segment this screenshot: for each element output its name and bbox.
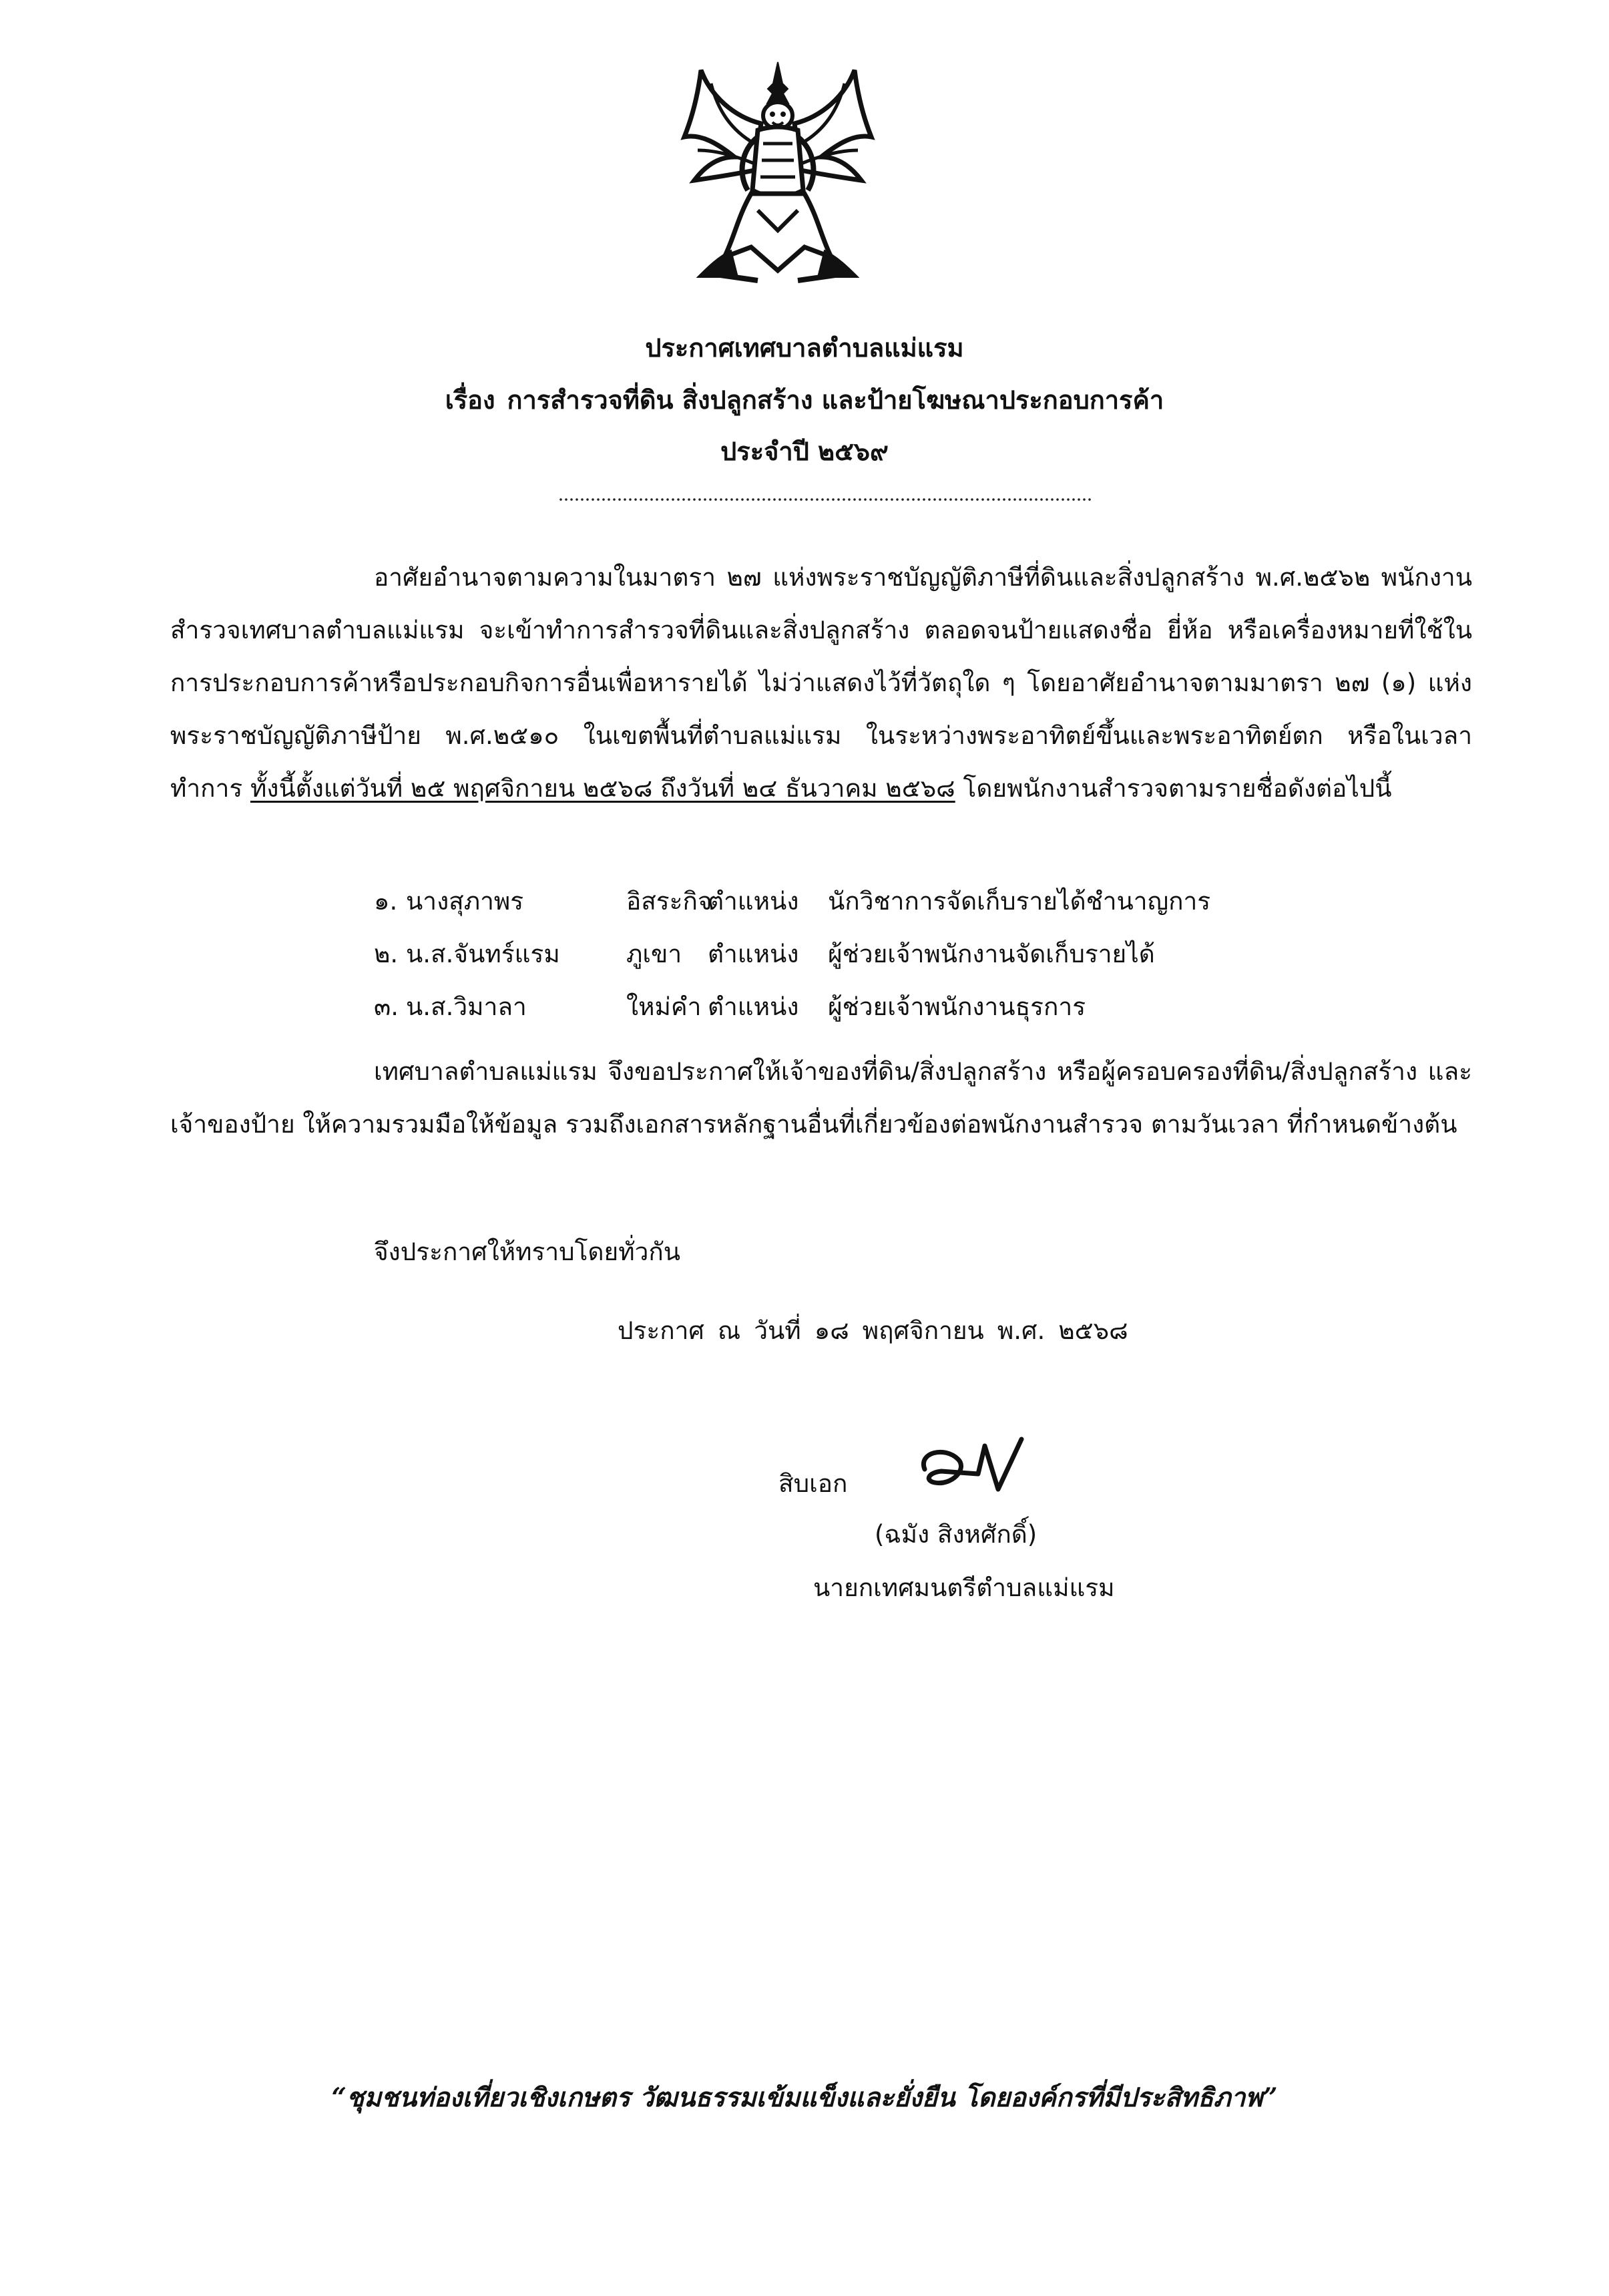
announcement-year: ประจำปี ๒๕๖๙ — [720, 437, 889, 466]
staff-position-label: ตำแหน่ง — [708, 887, 799, 916]
staff-number: ๑. — [374, 887, 398, 916]
dotted-divider — [558, 498, 1092, 502]
date-label: ประกาศ — [618, 1316, 704, 1345]
date-era: พ.ศ. — [997, 1316, 1046, 1345]
date-day-label: วันที่ — [754, 1316, 801, 1345]
staff-number: ๓. — [374, 992, 399, 1021]
date-at: ณ — [717, 1316, 741, 1345]
staff-position: นักวิชาการจัดเก็บรายได้ชำนาญการ — [828, 887, 1211, 916]
closing-statement: จึงประกาศให้ทราบโดยทั่วกัน — [374, 1237, 681, 1266]
survey-period: ทั้งนี้ตั้งแต่วันที่ ๒๕ พฤศจิกายน ๒๕๖๘ ถึงวันที่ ๒๔ ธันวาคม ๒๕๖๘ — [250, 774, 955, 803]
staff-position-label: ตำแหน่ง — [708, 940, 799, 968]
handwritten-signature-icon — [905, 1432, 1038, 1506]
garuda-emblem-icon — [671, 57, 885, 287]
staff-position: ผู้ช่วยเจ้าพนักงานธุรการ — [828, 992, 1086, 1021]
announcement-date — [618, 1311, 1142, 1350]
staff-surname: อิสระกิจ — [626, 887, 712, 916]
staff-position: ผู้ช่วยเจ้าพนักงานจัดเก็บรายได้ — [828, 940, 1155, 968]
staff-surname: ใหม่คำ — [626, 992, 702, 1021]
signer-rank: สิบเอก — [778, 1469, 848, 1498]
staff-name: นางสุภาพร — [406, 887, 524, 916]
announcement-subject — [0, 379, 1609, 420]
staff-surname: ภูเขา — [626, 940, 682, 968]
subject-label: เรื่อง — [445, 385, 495, 415]
staff-name: น.ส.วิมาลา — [406, 992, 527, 1021]
staff-number: ๒. — [374, 940, 399, 968]
paragraph-authority-tail: โดยพนักงานสำรวจตามรายชื่อดังต่อไปนี้ — [955, 774, 1392, 803]
paragraph-request: เทศบาลตำบลแม่แรม จึงขอประกาศให้เจ้าของที่ดิน/สิ่งปลูกสร้าง หรือผู้ครอบครองที่ดิน/สิ่งปลูกสร้าง และเจ้าของป้าย ให้ความรวมมือให้ข้อมูล รวมถึงเอกสารหลักฐานอื่นที่เกี่ยวข้องต่อพนักงานสำรวจ ตามวันเวลา ที่กำหนดข้างต้น — [170, 1057, 1472, 1139]
paragraph-authority — [170, 551, 1472, 815]
subject-text: การสำรวจที่ดิน สิ่งปลูกสร้าง และป้ายโฆษณาประกอบการค้า — [507, 385, 1164, 415]
staff-position-label: ตำแหน่ง — [708, 992, 799, 1021]
date-day: ๑๘ — [814, 1316, 849, 1345]
footer-motto: “ชุมชนท่องเที่ยวเชิงเกษตร วัฒนธรรมเข้มแข็งและยั่งยืน โดยองค์กรที่มีประสิทธิภาพ” — [331, 2082, 1278, 2113]
announcement-title: ประกาศเทศบาลตำบลแม่แรม — [645, 333, 964, 363]
signer-name: (ฉมัง สิงหศักดิ์) — [875, 1520, 1038, 1549]
date-year: ๒๕๖๘ — [1058, 1316, 1128, 1345]
staff-name: น.ส.จันทร์แรม — [406, 940, 560, 968]
signer-title: นายกเทศมนตรีตำบลแม่แรม — [813, 1573, 1115, 1602]
paragraph-authority-text: อาศัยอำนาจตามความในมาตรา ๒๗ แห่งพระราชบัญญัติภาษีที่ดินและสิ่งปลูกสร้าง พ.ศ.๒๕๖๒ พนักงานสำรวจเทศบาลตำบลแม่แรม จะเข้าทำการสำรวจที่ดินและสิ่งปลูกสร้าง ตลอดจนป้ายแสดงชื่อ ยี่ห้อ หรือเครื่องหมายที่ใช้ในการประกอบการค้าหรือประกอบกิจการอื่นเพื่อหารายได้ ไม่ว่าแสดงไว้ที่วัตถุใด ๆ โดยอาศัยอำนาจตามมาตรา ๒๗ (๑) แห่งพระราชบัญญัติภาษีป้าย พ.ศ.๒๕๑๐ ในเขตพื้นที่ตำบลแม่แรม ในระหว่างพระอาทิตย์ขึ้นและพระอาทิตย์ตก หรือในเวลาทำการ — [170, 563, 1472, 803]
date-month: พฤศจิกายน — [862, 1316, 984, 1345]
